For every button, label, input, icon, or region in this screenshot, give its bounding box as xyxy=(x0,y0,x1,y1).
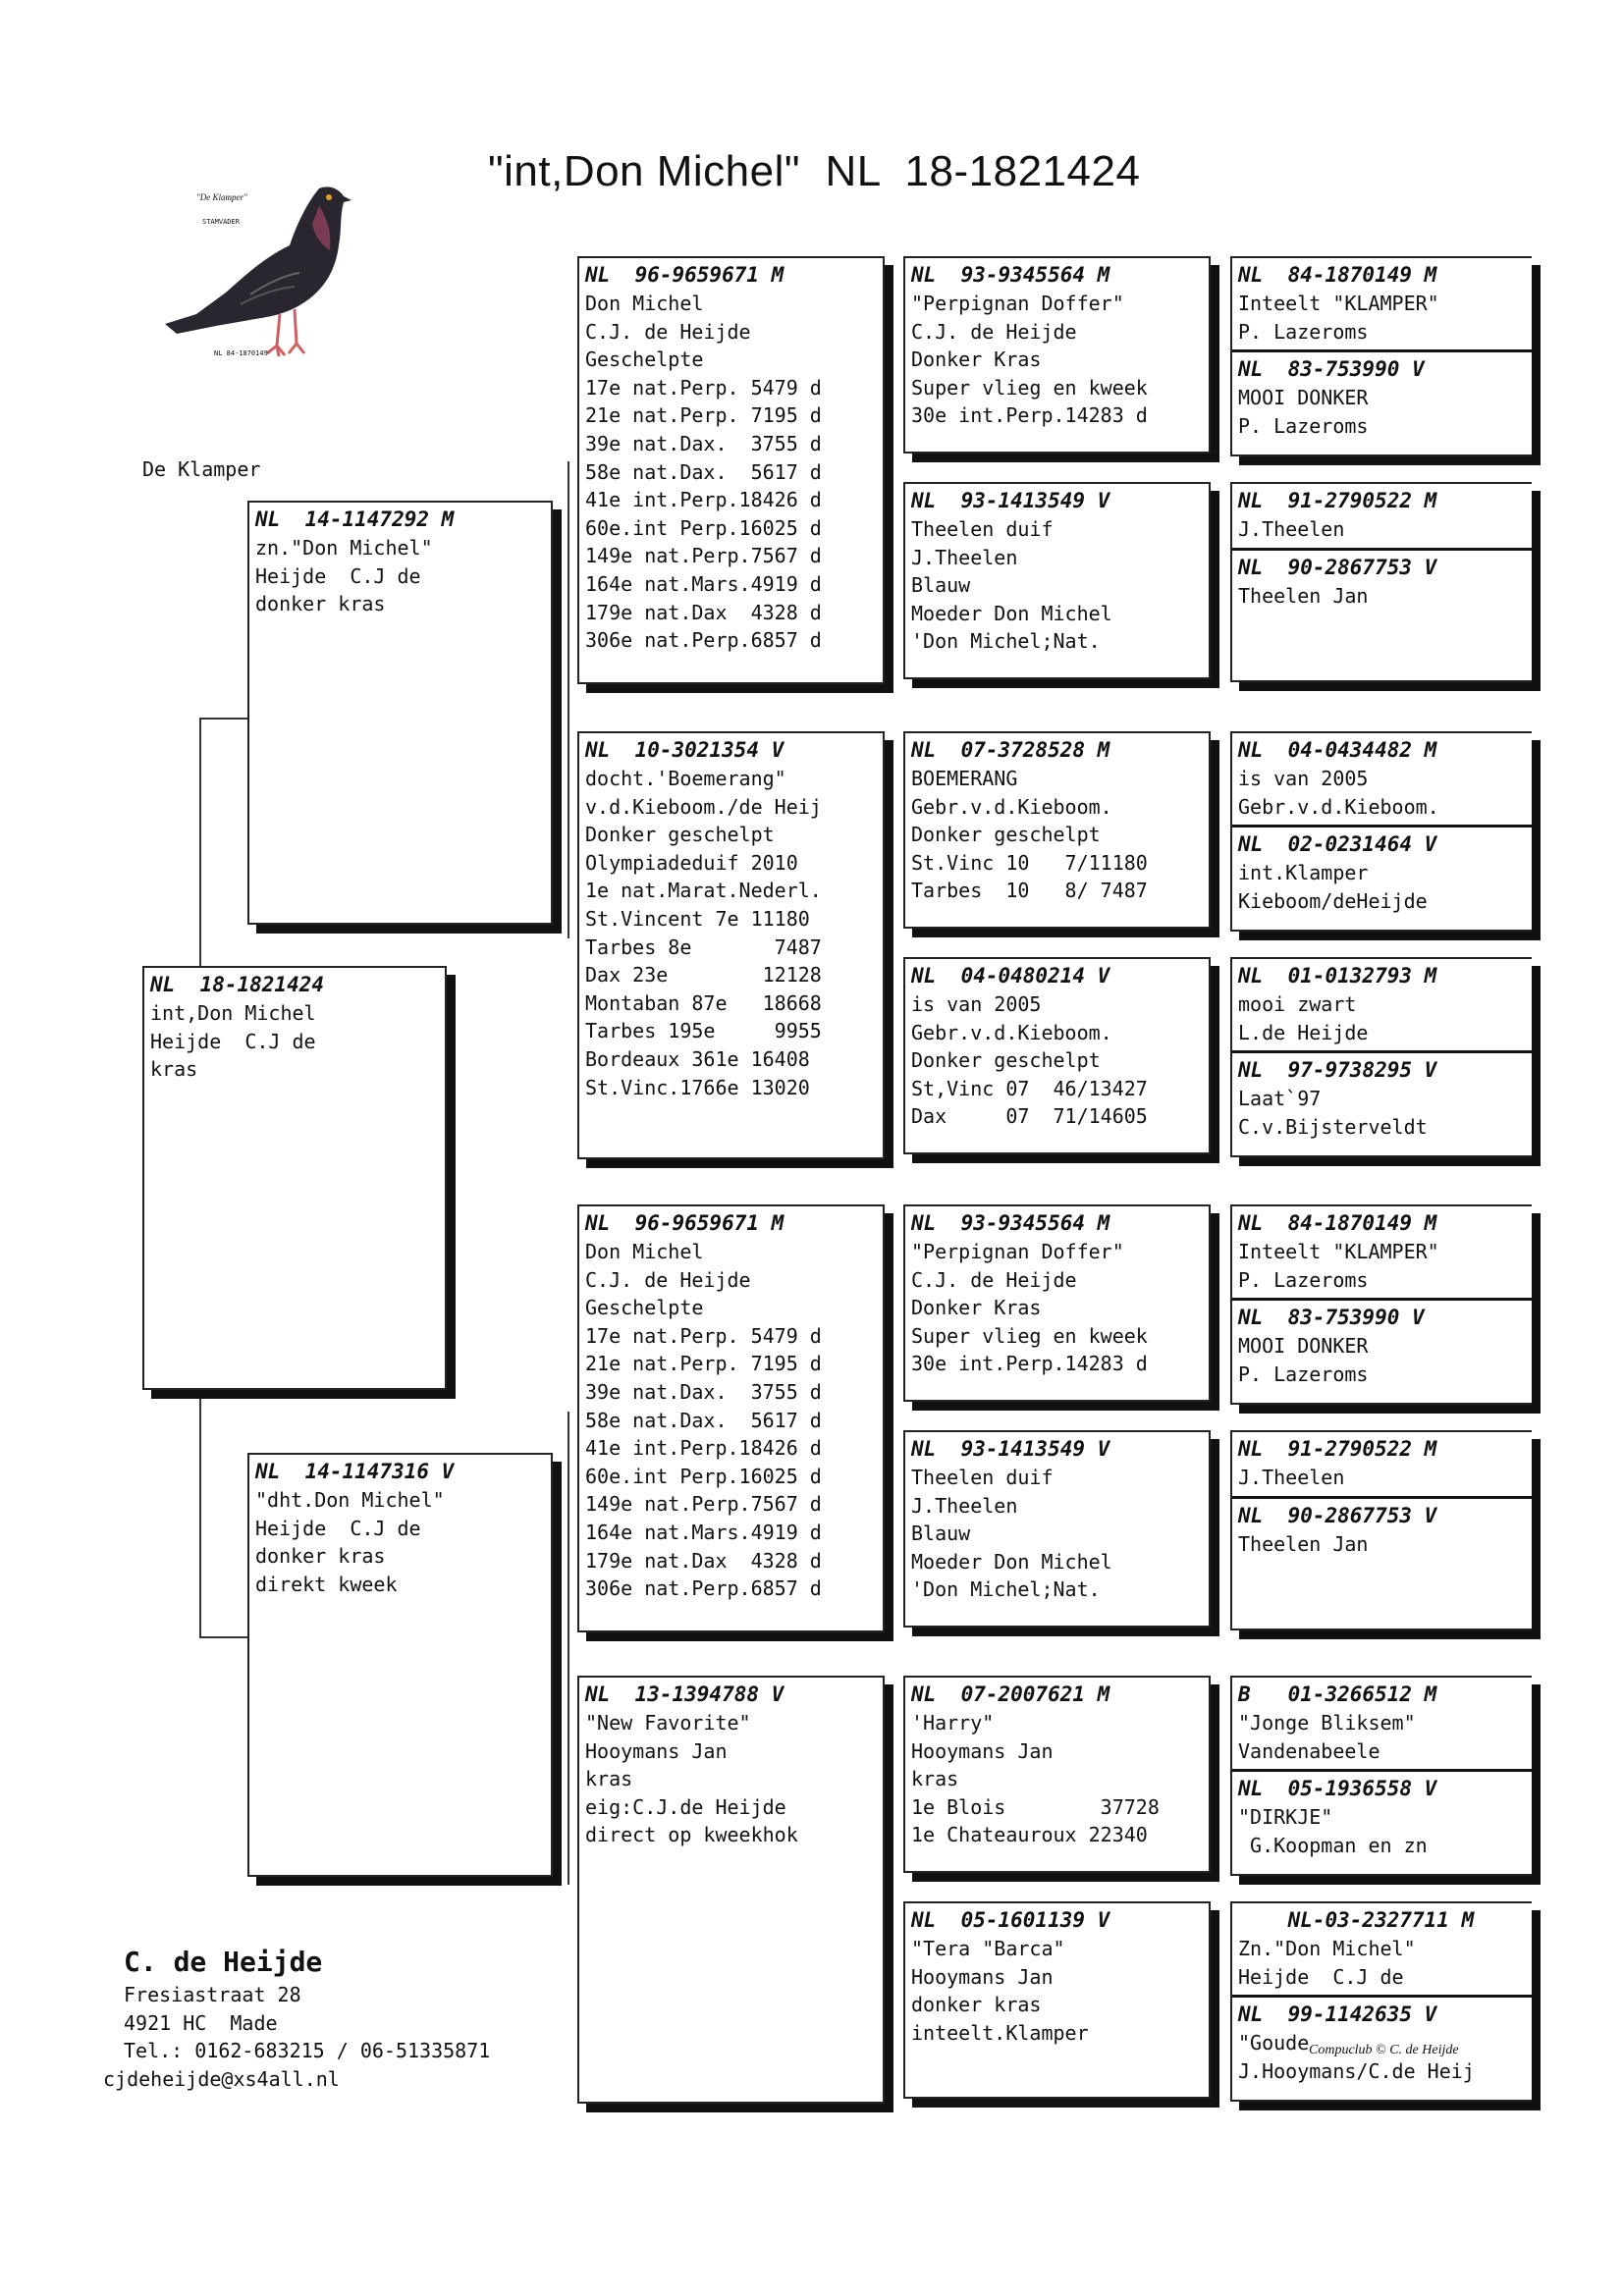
pigeon-owner: P. Lazeroms xyxy=(1238,1362,1369,1386)
race-result: Tarbes 8e 7487 xyxy=(585,934,822,959)
race-result: 164e nat.Mars.4919 d xyxy=(585,571,822,596)
breeder-phone: Tel.: 0162-683215 / 06-51335871 xyxy=(124,2039,491,2063)
connector-line xyxy=(199,718,201,967)
race-result: 164e nat.Mars.4919 d xyxy=(585,1520,822,1544)
gen3-box xyxy=(577,256,885,684)
pigeon-color: Donker geschelpt xyxy=(911,823,1101,847)
breeder-email[interactable]: cjdeheijde@xs4all.nl xyxy=(103,2066,340,2091)
race-result: 41e int.Perp.18426 d xyxy=(585,488,822,512)
pigeon-owner: Gebr.v.d.Kieboom. xyxy=(911,1020,1112,1044)
pigeon-note: 'Don Michel;Nat. xyxy=(911,629,1101,654)
race-result: 149e nat.Perp.7567 d xyxy=(585,1492,822,1517)
pigeon-color: Donker geschelpt xyxy=(585,823,775,847)
pigeon-owner: Hooymans Jan xyxy=(911,1964,1054,1989)
race-result: 21e nat.Perp. 7195 d xyxy=(585,403,822,428)
ring-number: NL 93-1413549 V xyxy=(911,1437,1110,1461)
pigeon-owner: P. Lazeroms xyxy=(1238,413,1369,438)
pigeon-owner: J.Theelen xyxy=(911,1493,1018,1518)
pigeon-owner: v.d.Kieboom./de Heij xyxy=(585,794,822,819)
race-result: 1e nat.Marat.Nederl. xyxy=(585,879,822,903)
pigeon-name: Inteelt "KLAMPER" xyxy=(1238,292,1439,315)
pigeon-name: Laat`97 xyxy=(1238,1087,1322,1111)
connector-line xyxy=(568,1412,569,1885)
ring-number: NL 84-1870149 M xyxy=(1238,1211,1437,1235)
race-result: 17e nat.Perp. 5479 d xyxy=(585,1323,822,1348)
pigeon-name: zn."Don Michel" xyxy=(255,536,433,560)
pigeon-note: inteelt.Klamper xyxy=(911,2020,1089,2045)
pigeon-name: docht.'Boemerang" xyxy=(585,767,786,790)
ring-number: NL 83-753990 V xyxy=(1238,357,1425,382)
gen5-box xyxy=(1230,1430,1532,1630)
pigeon-owner: C.J. de Heijde xyxy=(585,319,751,344)
connector-line xyxy=(199,1395,201,1637)
race-result: 179e nat.Dax 4328 d xyxy=(585,1548,822,1573)
pigeon-owner: Vandenabeele xyxy=(1238,1738,1380,1763)
race-result: Montaban 87e 18668 xyxy=(585,990,822,1015)
pigeon-color: donker kras xyxy=(911,1993,1042,2017)
race-result: St.Vinc 10 7/11180 xyxy=(911,850,1148,875)
pigeon-color: Donker Kras xyxy=(911,347,1042,372)
breeder-name: C. de Heijde xyxy=(124,1946,323,1978)
ring-number: NL-03-2327711 M xyxy=(1238,1908,1475,1932)
subject-box xyxy=(142,966,447,1390)
ring-number: NL 93-9345564 M xyxy=(911,1211,1110,1235)
race-result: 41e int.Perp.18426 d xyxy=(585,1436,822,1461)
pigeon-owner: Theelen Jan xyxy=(1238,583,1369,608)
pigeon-name: Don Michel xyxy=(585,292,704,315)
sire-box xyxy=(247,501,553,925)
pigeon-note: Moeder Don Michel xyxy=(911,1549,1112,1574)
gen3-box xyxy=(577,1204,885,1632)
pigeon-owner: J.Theelen xyxy=(1238,517,1345,541)
ring-number: NL 93-9345564 M xyxy=(911,263,1110,287)
pigeon-color: kras xyxy=(150,1057,198,1082)
ring-number: NL 07-2007621 M xyxy=(911,1682,1110,1706)
ring-number: NL 14-1147292 M xyxy=(255,507,455,531)
race-result: 179e nat.Dax 4328 d xyxy=(585,600,822,624)
gen5-box xyxy=(1230,957,1532,1157)
ring-number: NL 91-2790522 M xyxy=(1238,489,1437,512)
race-result: 58e nat.Dax. 5617 d xyxy=(585,1408,822,1432)
ring-number: NL 07-3728528 M xyxy=(911,738,1110,762)
pigeon-note: Super vlieg en kweek xyxy=(911,1323,1148,1348)
dam-box xyxy=(247,1453,553,1877)
race-result: Tarbes 10 8/ 7487 xyxy=(911,879,1148,903)
gen4-box xyxy=(903,1204,1211,1402)
pigeon-icon xyxy=(157,177,363,373)
pigeon-color: Donker Kras xyxy=(911,1296,1042,1320)
pigeon-color: kras xyxy=(911,1767,959,1791)
connector-line xyxy=(568,461,569,938)
pigeon-color: Donker geschelpt xyxy=(911,1048,1101,1073)
race-result: Tarbes 195e 9955 xyxy=(585,1019,822,1043)
gen4-box xyxy=(903,1676,1211,1873)
pigeon-name: int.Klamper xyxy=(1238,861,1369,885)
race-result: 60e.int Perp.16025 d xyxy=(585,515,822,540)
race-result: 1e Chateauroux 22340 xyxy=(911,1823,1148,1847)
pigeon-logo xyxy=(157,177,363,373)
gen4-box xyxy=(903,731,1211,929)
ring-number: NL 90-2867753 V xyxy=(1238,1503,1437,1527)
ring-number: NL 90-2867753 V xyxy=(1238,555,1437,579)
ring-number: NL 02-0231464 V xyxy=(1238,832,1437,857)
pigeon-note: 'Don Michel;Nat. xyxy=(911,1577,1101,1602)
pigeon-name: mooi zwart xyxy=(1238,992,1357,1016)
race-result: St,Vinc 07 46/13427 xyxy=(911,1076,1148,1100)
pigeon-note: direct op kweekhok xyxy=(585,1823,798,1847)
pigeon-name: Theelen duif xyxy=(911,1466,1054,1489)
race-result: Bordeaux 361e 16408 xyxy=(585,1046,810,1071)
race-result: 39e nat.Dax. 3755 d xyxy=(585,1379,822,1404)
pigeon-color: Geschelpte xyxy=(585,347,704,372)
pigeon-name: "Jonge Bliksem" xyxy=(1238,1711,1416,1735)
race-result: 60e.int Perp.16025 d xyxy=(585,1464,822,1488)
pigeon-owner: P. Lazeroms xyxy=(1238,1267,1369,1292)
pigeon-name: Inteelt "KLAMPER" xyxy=(1238,1240,1439,1263)
pigeon-owner: J.Theelen xyxy=(1238,1466,1345,1489)
pigeon-name: "dht.Don Michel" xyxy=(255,1488,445,1512)
race-result: Dax 07 71/14605 xyxy=(911,1104,1148,1129)
pigeon-name: "New Favorite" xyxy=(585,1711,751,1735)
pedigree-title: "int,Don Michel" NL 18-1821424 xyxy=(488,147,1141,195)
gen4-box xyxy=(903,957,1211,1154)
ring-number: NL 13-1394788 V xyxy=(585,1682,784,1706)
breeder-postcode: 4921 HC Made xyxy=(124,2010,278,2035)
pigeon-color: donker kras xyxy=(255,1544,386,1569)
pigeon-name: Don Michel xyxy=(585,1240,704,1263)
pigeon-owner: Theelen Jan xyxy=(1238,1531,1369,1556)
race-result: Olympiadeduif 2010 xyxy=(585,850,798,875)
pigeon-color: Blauw xyxy=(911,1522,971,1546)
gen5-box xyxy=(1230,1204,1532,1405)
race-result: St.Vinc.1766e 13020 xyxy=(585,1075,810,1099)
ring-number: NL 04-0480214 V xyxy=(911,964,1110,988)
pigeon-color: donker kras xyxy=(255,592,386,616)
breeder-address: Fresiastraat 28 xyxy=(124,1983,301,2006)
race-result: 306e nat.Perp.6857 d xyxy=(585,628,822,653)
ring-number: B 01-3266512 M xyxy=(1238,1682,1437,1706)
race-result: 17e nat.Perp. 5479 d xyxy=(585,375,822,400)
pigeon-owner: Heijde C.J de xyxy=(255,563,421,588)
race-result: 58e nat.Dax. 5617 d xyxy=(585,459,822,484)
ring-number: NL 97-9738295 V xyxy=(1238,1058,1437,1083)
pigeon-owner: Gebr.v.d.Kieboom. xyxy=(911,794,1112,819)
connector-line xyxy=(199,1636,248,1638)
gen3-box xyxy=(577,731,885,1159)
pigeon-owner: Heijde C.J de xyxy=(1238,1964,1404,1989)
pigeon-name: "Goude xyxy=(1238,2031,1310,2056)
pigeon-note: direkt kweek xyxy=(255,1572,398,1596)
pigeon-owner: Hooymans Jan xyxy=(585,1738,728,1763)
pigeon-name: int,Don Michel xyxy=(150,1001,316,1025)
logo-caption: "De Klamper" xyxy=(196,192,247,202)
pigeon-name: Zn."Don Michel" xyxy=(1238,1937,1416,1960)
gen5-box xyxy=(1230,1901,1532,2102)
pigeon-name: "DIRKJE" xyxy=(1238,1805,1333,1830)
pigeon-name: "Tera "Barca" xyxy=(911,1937,1065,1960)
pigeon-color: kras xyxy=(585,1767,633,1791)
ring-number: NL 05-1936558 V xyxy=(1238,1777,1437,1801)
pigeon-name: Theelen duif xyxy=(911,517,1054,541)
pigeon-owner: C.J. de Heijde xyxy=(911,319,1077,344)
pigeon-color: Geschelpte xyxy=(585,1296,704,1320)
gen5-box xyxy=(1230,1676,1532,1876)
pigeon-name: 'Harry" xyxy=(911,1711,995,1735)
pigeon-owner: C.J. de Heijde xyxy=(585,1267,751,1292)
race-result: 30e int.Perp.14283 d xyxy=(911,1352,1148,1376)
race-result: 39e nat.Dax. 3755 d xyxy=(585,431,822,455)
pigeon-owner: G.Koopman en zn xyxy=(1238,1833,1428,1857)
pigeon-owner: Gebr.v.d.Kieboom. xyxy=(1238,794,1439,819)
pigeon-note: Super vlieg en kweek xyxy=(911,375,1148,400)
pigeon-note: eig:C.J.de Heijde xyxy=(585,1794,786,1819)
ring-number: NL 18-1821424 xyxy=(150,973,325,996)
gen5-box xyxy=(1230,482,1532,682)
race-result: Dax 23e 12128 xyxy=(585,963,822,988)
ring-number: NL 96-9659671 M xyxy=(585,263,784,287)
copyright-note: Compuclub © C. de Heijde xyxy=(1309,2043,1459,2057)
connector-line xyxy=(199,718,248,720)
pigeon-owner: J.Theelen xyxy=(911,545,1018,569)
pigeon-name: "Perpignan Doffer" xyxy=(911,1240,1124,1263)
gen4-box xyxy=(903,1901,1211,2099)
pigeon-owner: C.J. de Heijde xyxy=(911,1267,1077,1292)
pigeon-owner: Hooymans Jan xyxy=(911,1738,1054,1763)
gen5-box xyxy=(1230,256,1532,456)
logo-subcaption: STAMVADER xyxy=(202,218,240,226)
pigeon-name: is van 2005 xyxy=(1238,767,1369,790)
pigeon-owner: C.v.Bijsterveldt xyxy=(1238,1114,1428,1139)
race-result: 306e nat.Perp.6857 d xyxy=(585,1576,822,1601)
ring-number: NL 05-1601139 V xyxy=(911,1908,1110,1932)
gen4-box xyxy=(903,256,1211,454)
pigeon-owner: J.Hooymans/C.de Heij xyxy=(1238,2058,1475,2083)
gen4-box xyxy=(903,1430,1211,1628)
gen4-box xyxy=(903,482,1211,679)
race-result: 21e nat.Perp. 7195 d xyxy=(585,1352,822,1376)
pigeon-owner: Heijde C.J de xyxy=(150,1029,316,1053)
pigeon-name: BOEMERANG xyxy=(911,767,1018,790)
ring-number: NL 93-1413549 V xyxy=(911,489,1110,512)
pigeon-name: MOOI DONKER xyxy=(1238,386,1369,410)
pigeon-owner: L.de Heijde xyxy=(1238,1020,1369,1044)
logo-ring-caption: NL 84-1870149 xyxy=(214,349,268,357)
pigeon-owner: P. Lazeroms xyxy=(1238,319,1369,344)
race-result: 30e int.Perp.14283 d xyxy=(911,403,1148,428)
pigeon-name: is van 2005 xyxy=(911,992,1042,1016)
sire-line-label: De Klamper xyxy=(142,457,261,481)
ring-number: NL 14-1147316 V xyxy=(255,1460,455,1483)
ring-number: NL 96-9659671 M xyxy=(585,1211,784,1235)
ring-number: NL 99-1142635 V xyxy=(1238,2002,1437,2027)
pigeon-name: "Perpignan Doffer" xyxy=(911,292,1124,315)
race-result: 1e Blois 37728 xyxy=(911,1794,1160,1819)
ring-number: NL 10-3021354 V xyxy=(585,738,784,762)
ring-number: NL 83-753990 V xyxy=(1238,1306,1425,1330)
race-result: 149e nat.Perp.7567 d xyxy=(585,544,822,568)
pigeon-note: Moeder Don Michel xyxy=(911,601,1112,625)
pigeon-owner: Heijde C.J de xyxy=(255,1516,421,1540)
gen3-box xyxy=(577,1676,885,2104)
breeder-info xyxy=(103,1944,490,2093)
ring-number: NL 91-2790522 M xyxy=(1238,1437,1437,1461)
pigeon-name: MOOI DONKER xyxy=(1238,1334,1369,1359)
gen5-box xyxy=(1230,731,1532,932)
ring-number: NL 04-0434482 M xyxy=(1238,738,1437,762)
race-result: St.Vincent 7e 11180 xyxy=(585,906,810,931)
ring-number: NL 84-1870149 M xyxy=(1238,263,1437,287)
pigeon-color: Blauw xyxy=(911,573,971,598)
ring-number: NL 01-0132793 M xyxy=(1238,964,1437,988)
pigeon-owner: Kieboom/deHeijde xyxy=(1238,888,1428,913)
